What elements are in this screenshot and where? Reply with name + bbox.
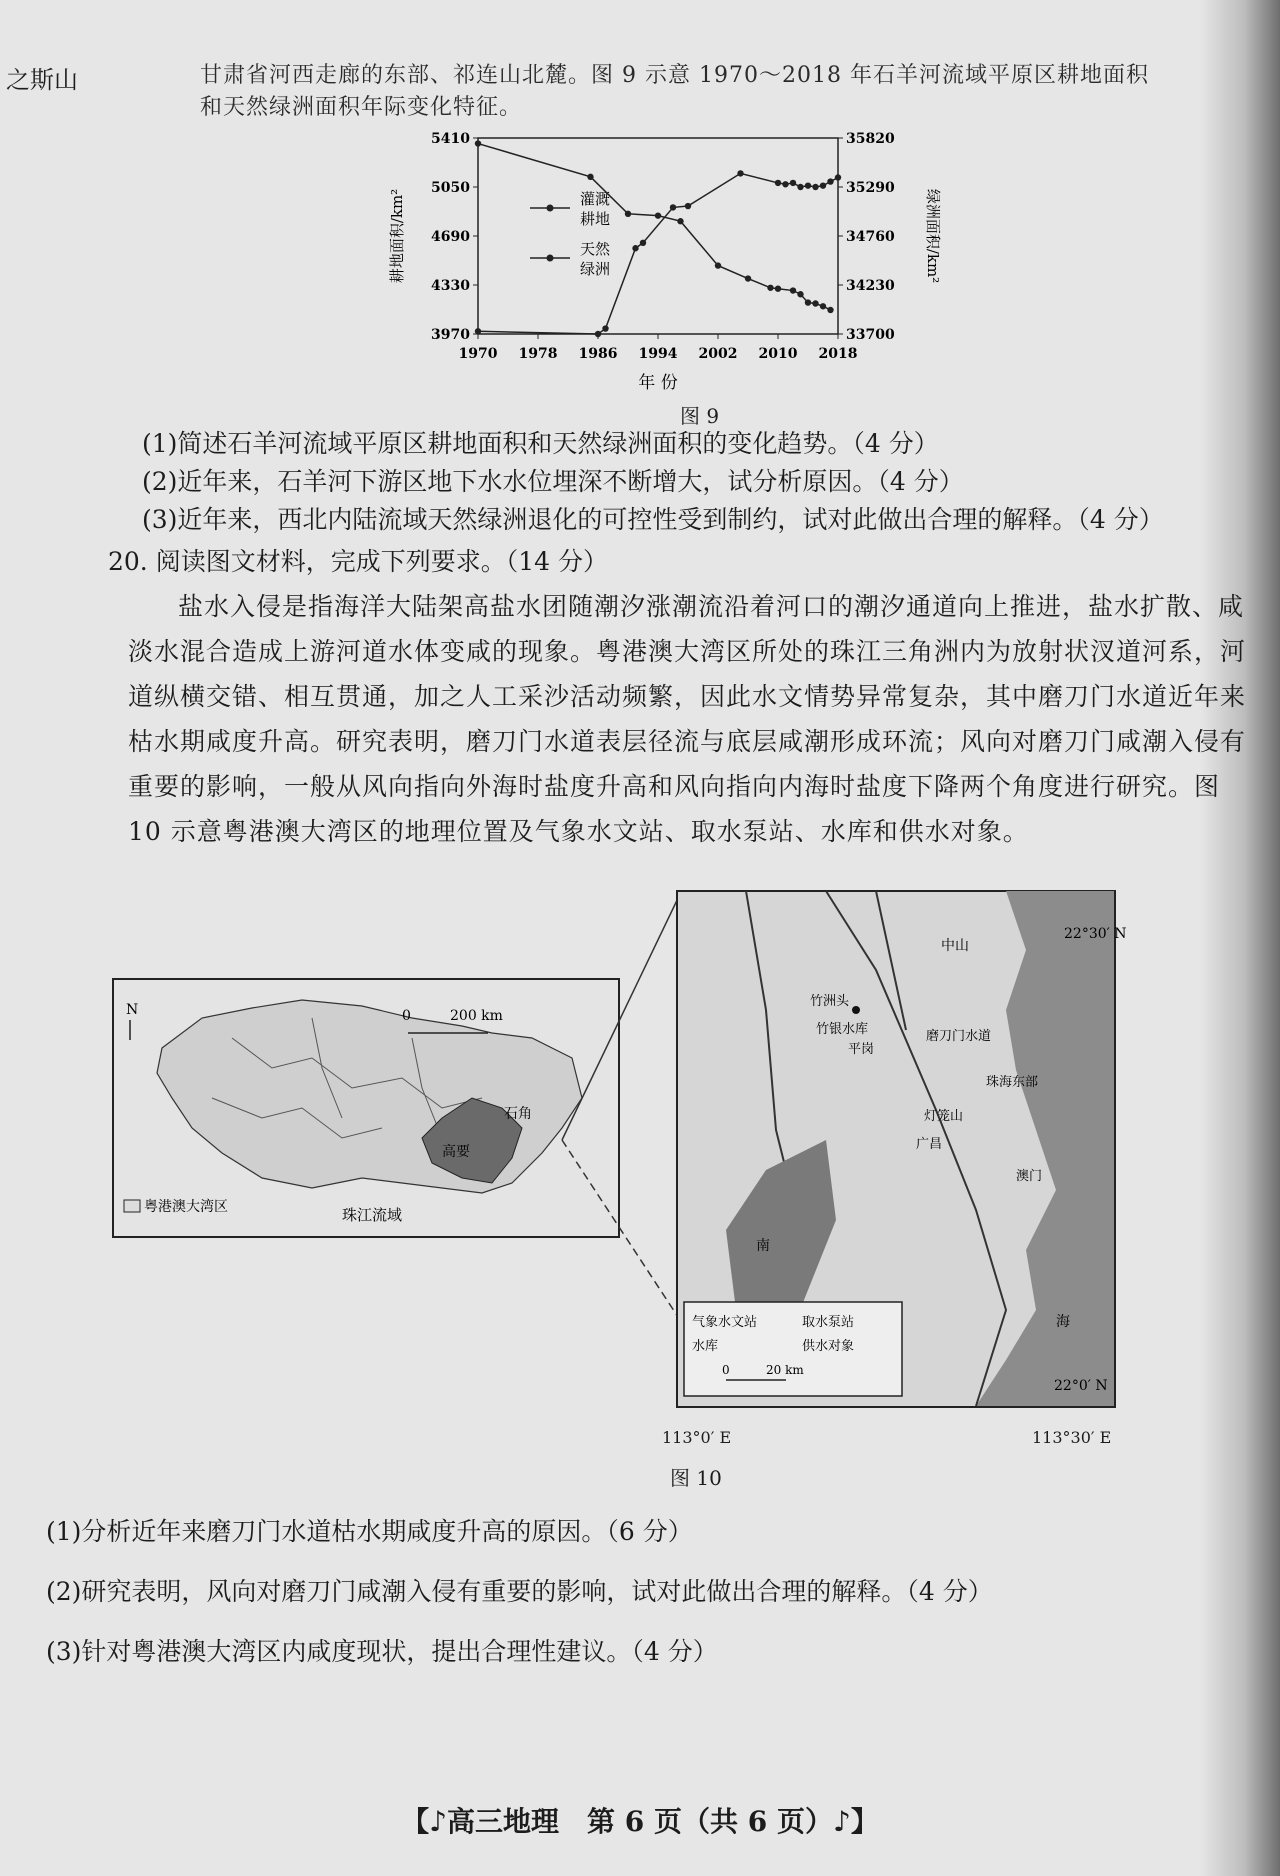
north-label: N [126,1002,139,1018]
legend-reservoir: 水库 [692,1339,719,1354]
series-point-灌溉耕地 [602,325,608,331]
y-axis-label-right: 绿洲面积/km² [924,188,942,284]
series-point-天然绿洲 [677,218,683,224]
place-sea: 海 [1056,1314,1070,1330]
y-right-tick-label: 35290 [846,180,895,196]
q19-part-2: (2)近年来，石羊河下游区地下水水位埋深不断增大，试分析原因。（4 分） [142,467,964,496]
lat-top: 22°30′ N [1064,926,1127,942]
right-scale-zero: 0 [722,1363,730,1377]
legend-swatch-gba [124,1200,140,1212]
x-tick-label: 1978 [518,346,558,362]
y-left-tick-label: 4690 [431,229,470,245]
legend-pump: 取水泵站 [802,1315,855,1330]
series-point-灌溉耕地 [670,204,676,210]
y-left-tick-label: 5050 [431,180,470,196]
y-right-tick-label: 33700 [846,327,895,343]
legend-label-irrigated-2: 耕地 [580,210,611,228]
lat-bottom: 22°0′ N [1054,1378,1108,1394]
place-macau: 澳门 [1016,1169,1043,1184]
scale-200km: 200 km [450,1008,503,1024]
place-modaomen-channel: 磨刀门水道 [926,1029,992,1044]
series-point-天然绿洲 [767,285,773,291]
y-right-tick-label: 35820 [846,131,895,147]
place-zhuzhoutou: 竹洲头 [810,994,850,1009]
place-zhuhai-east: 珠海东部 [986,1075,1039,1090]
series-point-天然绿洲 [820,303,826,309]
legend-label-irrigated-1: 灌溉 [580,190,611,208]
y-left-tick-label: 3970 [431,327,470,343]
legend-supply: 供水对象 [802,1339,855,1354]
q20-part-3: (3)针对粤港澳大湾区内咸度现状，提出合理性建议。（4 分） [46,1637,718,1666]
legend-label-oasis-2: 绿洲 [580,260,611,278]
y-axis-label-left: 耕地面积/km² [388,188,406,284]
right-scale-20km: 20 km [766,1363,804,1377]
figure-10-right-map [676,890,1127,1410]
label-pearl-river-basin: 珠江流域 [342,1206,403,1224]
series-point-灌溉耕地 [805,182,811,188]
legend-marker-irrigated [547,205,554,212]
x-tick-label: 2002 [698,346,738,362]
place-zhuyin-reservoir: 竹银水库 [816,1022,869,1037]
series-point-天然绿洲 [812,300,818,306]
series-point-灌溉耕地 [782,181,788,187]
scale-zero: 0 [402,1008,411,1024]
plot-frame [478,138,838,334]
series-point-天然绿洲 [715,262,721,268]
x-tick-label: 2018 [818,346,858,362]
place-denglongshan: 灯笼山 [924,1109,964,1124]
series-point-灌溉耕地 [820,182,826,188]
x-tick-label: 1994 [638,346,678,362]
place-zhongshan: 中山 [941,938,969,954]
series-point-灌溉耕地 [475,328,481,334]
x-tick-label: 1986 [578,346,618,362]
x-tick-label: 2010 [758,346,798,362]
figure-10-caption: 图 10 [670,1466,722,1490]
legend-station: 气象水文站 [692,1315,758,1330]
q19-part-1: (1)简述石羊河流域平原区耕地面积和天然绿洲面积的变化趋势。（4 分） [142,429,939,458]
y-right-tick-label: 34230 [846,278,895,294]
series-point-天然绿洲 [475,140,481,146]
x-tick-label: 1970 [458,346,498,362]
series-point-灌溉耕地 [685,203,691,209]
intro-line-2: 和天然绿洲面积年际变化特征。 [200,95,523,120]
series-point-灌溉耕地 [812,184,818,190]
series-point-天然绿洲 [805,299,811,305]
q20-title: 20. 阅读图文材料，完成下列要求。（14 分） [108,547,608,576]
x-axis-label: 年 份 [638,373,678,393]
figure-9-chart [380,118,940,408]
series-point-天然绿洲 [827,307,833,313]
label-shijiao: 石角 [504,1106,532,1122]
series-point-天然绿洲 [625,211,631,217]
q20-part-2: (2)研究表明，风向对磨刀门咸潮入侵有重要的影响，试对此做出合理的解释。（4 分） [46,1577,993,1606]
place-guangchang: 广昌 [916,1137,943,1152]
legend-label-gba: 粤港澳大湾区 [144,1199,228,1215]
series-point-灌溉耕地 [632,245,638,251]
series-point-灌溉耕地 [797,184,803,190]
label-gaoyao: 高要 [442,1144,470,1160]
figure-9-caption: 图 9 [680,404,720,428]
legend-label-oasis-1: 天然 [580,240,611,258]
pump-station-marker [852,1006,860,1014]
legend-marker-oasis [547,255,554,262]
intro-line-1: 甘肃省河西走廊的东部、祁连山北麓。图 9 示意 1970～2018 年石羊河流域平原区耕地面积 [200,63,1149,88]
q20-material-paragraph: 盐水入侵是指海洋大陆架高盐水团随潮汐涨潮流沿着河口的潮汐通道向上推进，盐水扩散、咸淡水混合造成上游河道水体变咸的现象。粤港澳大湾区所处的珠江三角洲内为放射状汊道河系，河道纵横交错、相互贯通，加之人工采沙活动频繁，因此水文情势异常复杂，其中磨刀门水道近年来枯水期咸度升高。研究表明，磨刀门水道表层径流与底层咸潮形成环流；风向对磨刀门咸潮入侵有重要的影响，一般从风向指向外海时盐度升高和风向指向内海时盐度下降两个角度进行研究。图 10 示意粤港澳大湾区的地理位置及气象水文站、取水泵站、水库和供水对象。 [128,592,1247,846]
corner-text: 之斯山 [6,66,78,94]
lon-right: 113°30′ E [1032,1428,1112,1447]
y-right-tick-label: 34760 [846,229,895,245]
page-footer: 【♪高三地理 第 6 页（共 6 页）♪】 [401,1805,879,1838]
q19-part-3: (3)近年来，西北内陆流域天然绿洲退化的可控性受到制约，试对此做出合理的解释。（4 分） [142,505,1164,534]
series-point-天然绿洲 [745,275,751,281]
series-point-灌溉耕地 [737,170,743,176]
place-pinggang: 平岗 [848,1042,875,1057]
series-point-灌溉耕地 [775,180,781,186]
lon-left: 113°0′ E [662,1428,732,1447]
series-point-灌溉耕地 [595,331,601,337]
y-left-tick-label: 5410 [431,131,470,147]
series-point-天然绿洲 [587,174,593,180]
series-line-天然绿洲 [478,144,831,310]
series-point-灌溉耕地 [835,174,841,180]
y-left-tick-label: 4330 [431,278,470,294]
series-point-天然绿洲 [797,291,803,297]
series-point-灌溉耕地 [827,178,833,184]
page-shadow-edge [1200,0,1280,1876]
series-point-天然绿洲 [775,285,781,291]
series-point-灌溉耕地 [640,240,646,246]
series-point-天然绿洲 [655,212,661,218]
series-line-灌溉耕地 [478,173,838,334]
place-south: 南 [756,1238,770,1254]
q20-part-1: (1)分析近年来磨刀门水道枯水期咸度升高的原因。（6 分） [46,1517,693,1546]
series-point-天然绿洲 [790,287,796,293]
series-point-灌溉耕地 [790,180,796,186]
